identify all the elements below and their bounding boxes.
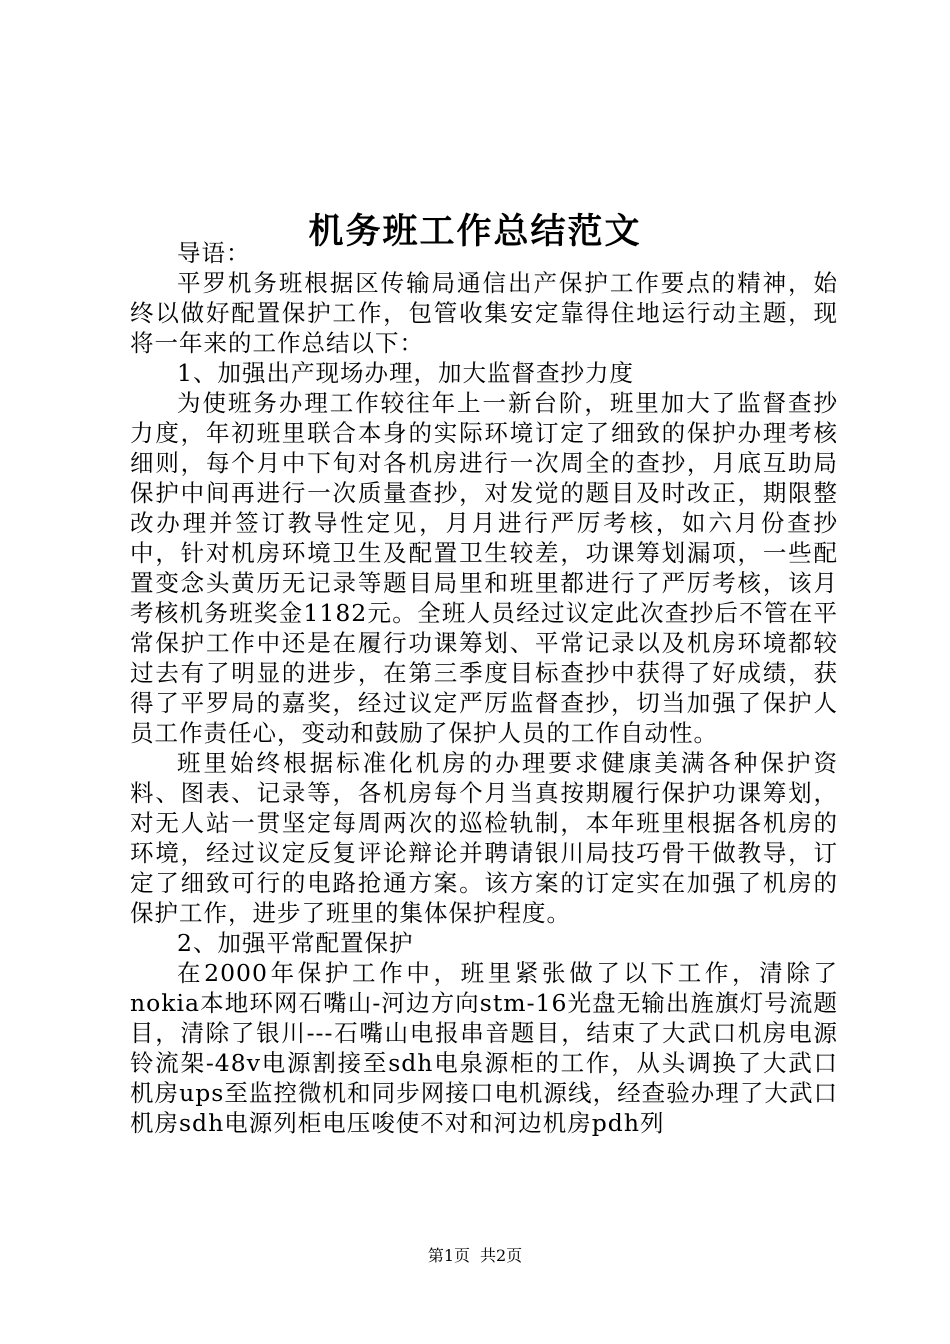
- page-total: 共2页: [480, 1246, 523, 1265]
- section-2-paragraph-1: 在2000年保护工作中，班里紧张做了以下工作，清除了nokia本地环网石嘴山-河边方向stm-16光盘无输出旌旗灯号流题目，清除了银川---石嘴山电报串音题目，结束了大武口机房电源铃流架-48v电源割接至sdh电泉源柜的工作，从头调换了大武口机房ups至监控微机和同步网接口电机源线，经查验办理了大武口机房sdh电源列柜电压唆使不对和河边机房pdh列: [130, 959, 838, 1137]
- intro-label: 导语：: [177, 239, 251, 267]
- section-1-paragraph-2: 班里始终根据标准化机房的办理要求健康美满各种保护资料、图表、记录等，各机房每个月当真按期履行保护功课筹划，对无人站一贯坚定每周两次的巡检轨制，本年班里根据各机房的环境，经过议定反复评论辩论并聘请银川局技巧骨干做教导，订定了细致可行的电路抢通方案。该方案的订定实在加强了机房的保护工作，进步了班里的集体保护程度。: [130, 749, 838, 927]
- document-body: [130, 238, 838, 1138]
- page-footer: [0, 1246, 950, 1266]
- page-number: 第1页: [427, 1246, 470, 1265]
- section-heading-2: 2、加强平常配置保护: [177, 929, 414, 957]
- intro-paragraph: 平罗机务班根据区传输局通信出产保护工作要点的精神，始终以做好配置保护工作，包管收集安定靠得住地运行动主题，现将一年来的工作总结以下：: [130, 269, 838, 357]
- section-1-paragraph-1: 为使班务办理工作较往年上一新台阶，班里加大了监督查抄力度，年初班里联合本身的实际环境订定了细致的保护办理考核细则，每个月中下旬对各机房进行一次周全的查抄，月底互助局保护中间再进行一次质量查抄，对发觉的题目及时改正，期限整改办理并签订教导性定见，月月进行严厉考核，如六月份查抄中，针对机房环境卫生及配置卫生较差，功课筹划漏项，一些配置变念头黄历无记录等题目局里和班里都进行了严厉考核，该月考核机务班奖金1182元。全班人员经过议定此次查抄后不管在平常保护工作中还是在履行功课筹划、平常记录以及机房环境都较过去有了明显的进步，在第三季度目标查抄中获得了好成绩，获得了平罗局的嘉奖，经过议定严厉监督查抄，切当加强了保护人员工作责任心，变动和鼓励了保护人员的工作自动性。: [130, 389, 838, 747]
- section-heading-1: 1、加强出产现场办理，加大监督查抄力度: [177, 359, 634, 387]
- document-title: 机务班工作总结范文: [308, 211, 642, 253]
